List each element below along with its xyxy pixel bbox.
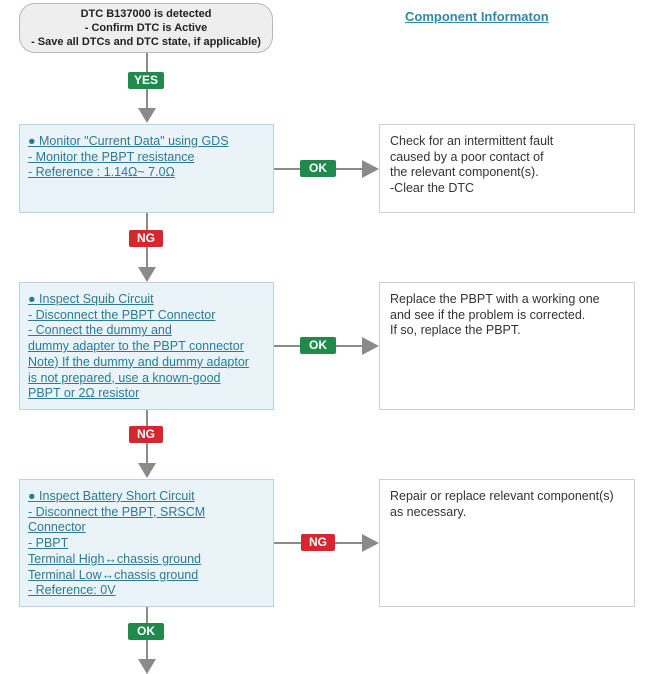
result-1-line-4: -Clear the DTC: [390, 181, 475, 196]
step-3-line-3[interactable]: Connector: [28, 520, 86, 535]
step-1-line-2[interactable]: - Monitor the PBPT resistance: [28, 149, 195, 164]
start-line-1: DTC B137000 is detected: [80, 8, 212, 20]
arrow-right-icon: [362, 160, 379, 178]
step-3-line-5[interactable]: Terminal High↔chassis ground: [28, 551, 201, 566]
arrow-right-icon: [362, 337, 379, 355]
step-2-line-7[interactable]: PBPT or 2Ω resistor: [28, 386, 140, 401]
result-2-line-1: Replace the PBPT with a working one: [390, 292, 600, 306]
result-2-line-3: If so, replace the PBPT.: [390, 323, 521, 338]
result-3-repair-or-replace: [379, 479, 635, 607]
step-2-line-4[interactable]: dummy adapter to the PBPT connector: [28, 339, 244, 354]
step-3-ng-badge: NG: [301, 534, 335, 551]
step-2-line-2[interactable]: - Disconnect the PBPT Connector: [28, 307, 216, 322]
arrow-down-icon: [138, 267, 156, 282]
step-3-line-4[interactable]: - PBPT: [28, 536, 69, 551]
result-1-line-1: Check for an intermittent fault: [390, 134, 554, 148]
step-3-line-7[interactable]: - Reference: 0V: [28, 583, 116, 598]
step-3-ok-badge: OK: [128, 623, 164, 640]
result-2-replace-pbpt: [379, 282, 635, 410]
result-2-line-2: and see if the problem is corrected.: [390, 307, 586, 322]
step-2-line-1[interactable]: ● Inspect Squib Circuit: [28, 292, 154, 306]
step-2-line-6[interactable]: is not prepared, use a known-good: [28, 370, 221, 385]
arrow-down-icon: [138, 659, 156, 674]
step-1-line-1[interactable]: ● Monitor "Current Data" using GDS: [28, 134, 229, 148]
step-3-line-6[interactable]: Terminal Low↔chassis ground: [28, 567, 199, 582]
step-3-line-1[interactable]: ● Inspect Battery Short Circuit: [28, 489, 195, 503]
result-1-line-3: the relevant component(s).: [390, 165, 539, 180]
result-1-line-2: caused by a poor contact of: [390, 149, 544, 164]
start-line-3: - Save all DTCs and DTC state, if applicable): [31, 36, 261, 48]
result-3-line-1: Repair or replace relevant component(s): [390, 489, 614, 503]
step-3-inspect-battery-short-circuit: [19, 479, 274, 607]
component-information-link[interactable]: Component Informaton: [405, 9, 549, 24]
start-line-2: - Confirm DTC is Active: [84, 22, 208, 34]
step-2-line-5[interactable]: Note) If the dummy and dummy adaptor: [28, 354, 249, 369]
start-node: [19, 3, 273, 53]
step-1-line-3[interactable]: - Reference : 1.14Ω~ 7.0Ω: [28, 165, 175, 180]
arrow-down-icon: [138, 108, 156, 123]
step-2-ng-badge: NG: [129, 426, 163, 443]
arrow-right-icon: [362, 534, 379, 552]
yes-badge: YES: [128, 72, 164, 89]
arrow-down-icon: [138, 463, 156, 478]
step-1-ok-badge: OK: [300, 160, 336, 177]
step-1-ng-badge: NG: [129, 230, 163, 247]
step-3-line-2[interactable]: - Disconnect the PBPT, SRSCM: [28, 504, 206, 519]
step-2-line-3[interactable]: - Connect the dummy and: [28, 323, 172, 338]
step-2-inspect-squib-circuit: [19, 282, 274, 410]
step-1-monitor-current-data: [19, 124, 274, 213]
step-2-ok-badge: OK: [300, 337, 336, 354]
result-3-line-2: as necessary.: [390, 504, 467, 519]
result-1-intermittent-fault: [379, 124, 635, 213]
